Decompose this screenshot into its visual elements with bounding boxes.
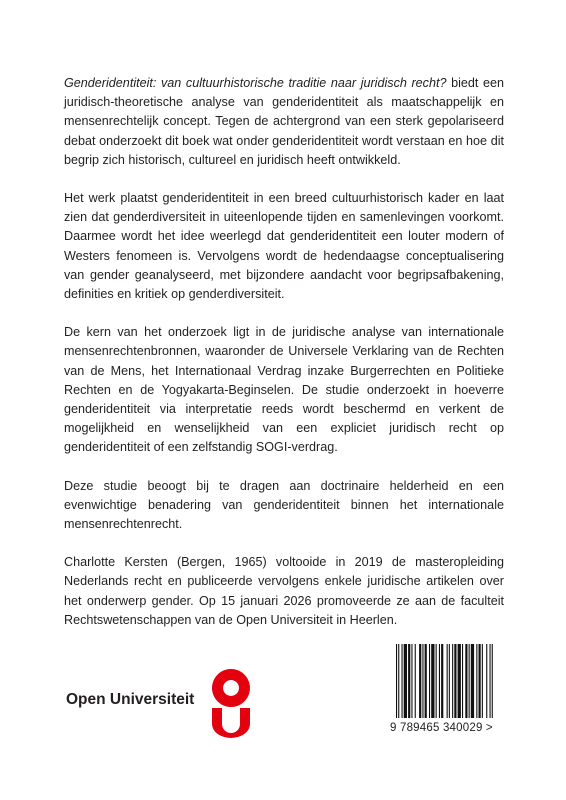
paragraph-author-bio: Charlotte Kersten (Bergen, 1965) voltooide in 2019 de masteropleiding Nederlands recht en publiceerde vervolgens enkele juridische artikelen over het onderwerp gender. Op 15 januari 2026 promoveerde ze aan de faculteit Rechtswetenschappen van de Open Universiteit in Heerlen. (64, 555, 504, 627)
open-universiteit-logo (66, 668, 256, 738)
publisher-name: Open Universiteit (66, 691, 195, 708)
isbn-barcode-icon (390, 642, 508, 722)
paragraph-aim: Deze studie beoogt bij te dragen aan doctrinaire helderheid en een evenwichtige benadering van genderidentiteit binnen het internationale mensenrechtenrecht. (64, 478, 504, 532)
ou-logo-icon (209, 668, 253, 738)
book-title-italic: Genderidentiteit: van cultuurhistorische traditie naar juridisch recht? (64, 76, 447, 90)
paragraph-introduction (64, 74, 504, 170)
paragraph-legal-analysis: De kern van het onderzoek ligt in de juridische analyse van internationale mensenrechtenbronnen, waaronder de Universele Verklaring van de Rechten van de Mens, het Internationaal Verdrag inzake Burgerrechten en Politieke Rechten en de Yogyakarta-Beginselen. De studie onderzoekt in hoeverre genderidentiteit via interpretatie reeds wordt beschermd en verkent de mogelijkheid en wenselijkheid van een expliciet juridisch recht op genderidentiteit of een zelfstandig SOGI-verdrag. (64, 325, 504, 455)
paragraph-cultural-history: Het werk plaatst genderidentiteit in een breed cultuurhistorisch kader en laat zien dat genderdiversiteit in uiteenlopende tijden en samenlevingen voorkomt. Daarmee wordt het idee weerlegd dat genderidentiteit een louter modern of Westers fenomeen is. Vervolgens wordt de hedendaagse conceptualisering van gender geanalyseerd, met bijzondere aandacht voor begripsafbakening, definities en kritiek op genderdiversiteit. (64, 191, 504, 302)
isbn-number: 9 789465 340029 > (390, 722, 493, 734)
back-cover-blurb (64, 74, 504, 649)
isbn-barcode (390, 642, 508, 742)
paragraph-introduction-text: biedt een juridisch-theoretische analyse van genderidentiteit als maatschappelijk en mensenrechtelijk concept. Tegen de achtergrond van een sterk gepolariseerd debat onderzoekt dit boek wat onder genderidentiteit wordt verstaan en hoe dit begrip zich historisch, cultureel en juridisch heeft ontwikkeld. (64, 76, 504, 167)
